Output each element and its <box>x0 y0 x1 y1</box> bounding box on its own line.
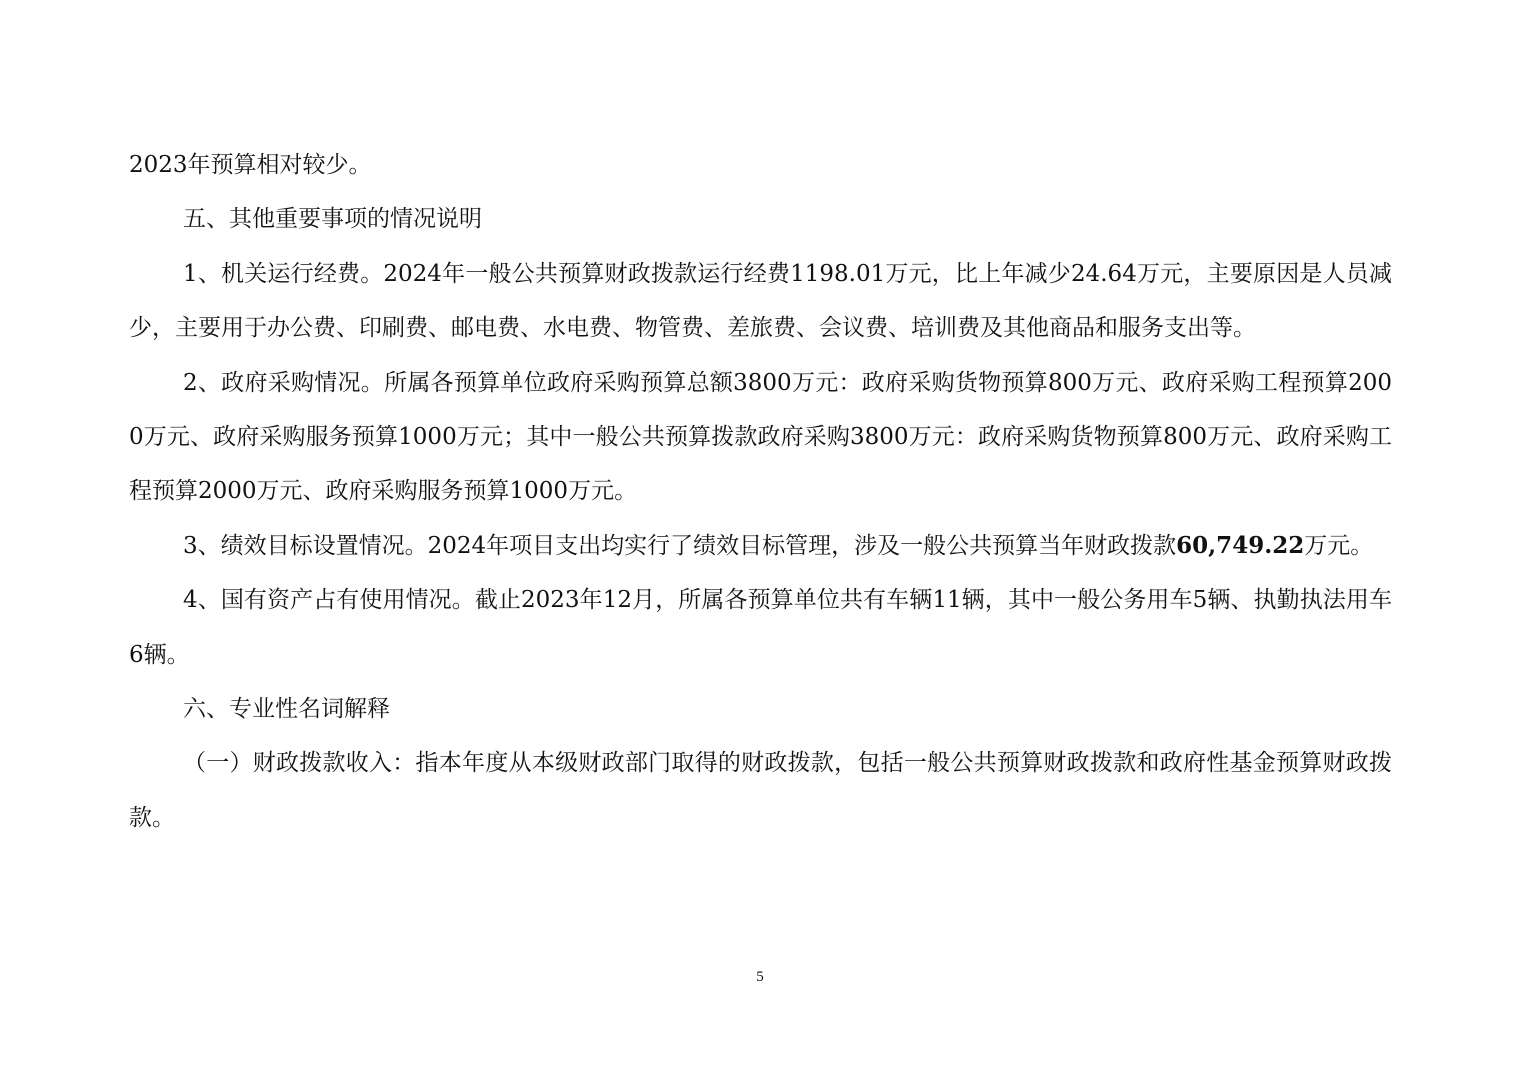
performance-amount: 60,749.22 <box>1176 531 1305 559</box>
paragraph-state-assets: 4、国有资产占有使用情况。截止2023年12月，所属各预算单位共有车辆11辆，其中一般公务用车5辆、执勤执法用车6辆。 <box>129 587 1392 668</box>
performance-text-before: 3、绩效目标设置情况。2024年项目支出均实行了绩效目标管理，涉及一般公共预算当年财政拨款 <box>183 532 1177 559</box>
paragraph-operating-expenses: 1、机关运行经费。2024年一般公共预算财政拨款运行经费1198.01万元，比上年减少24.64万元，主要原因是人员减少，主要用于办公费、印刷费、邮电费、水电费、物管费、差旅费、会议费、培训费及其他商品和服务支出等。 <box>129 260 1392 342</box>
paragraph-government-procurement: 2、政府采购情况。所属各预算单位政府采购预算总额3800万元：政府采购货物预算800万元、政府采购工程预算2000万元、政府采购服务预算1000万元；其中一般公共预算拨款政府采购3800万元：政府采购货物预算800万元、政府采购工程预算2000万元、政府采购服务预算1000万元。 <box>129 369 1392 505</box>
paragraph-continuation: 2023年预算相对较少。 <box>129 152 372 178</box>
paragraph-fiscal-appropriation-definition: （一）财政拨款收入：指本年度从本级财政部门取得的财政拨款，包括一般公共预算财政拨款和政府性基金预算财政拨款。 <box>129 750 1392 831</box>
paragraph-performance-targets <box>129 519 1392 573</box>
document-body <box>129 138 1392 845</box>
section-heading-6: 六、专业性名词解释 <box>183 696 390 723</box>
performance-text-after: 万元。 <box>1304 532 1374 559</box>
section-heading-5: 五、其他重要事项的情况说明 <box>183 206 482 233</box>
page-number: 5 <box>756 969 764 985</box>
